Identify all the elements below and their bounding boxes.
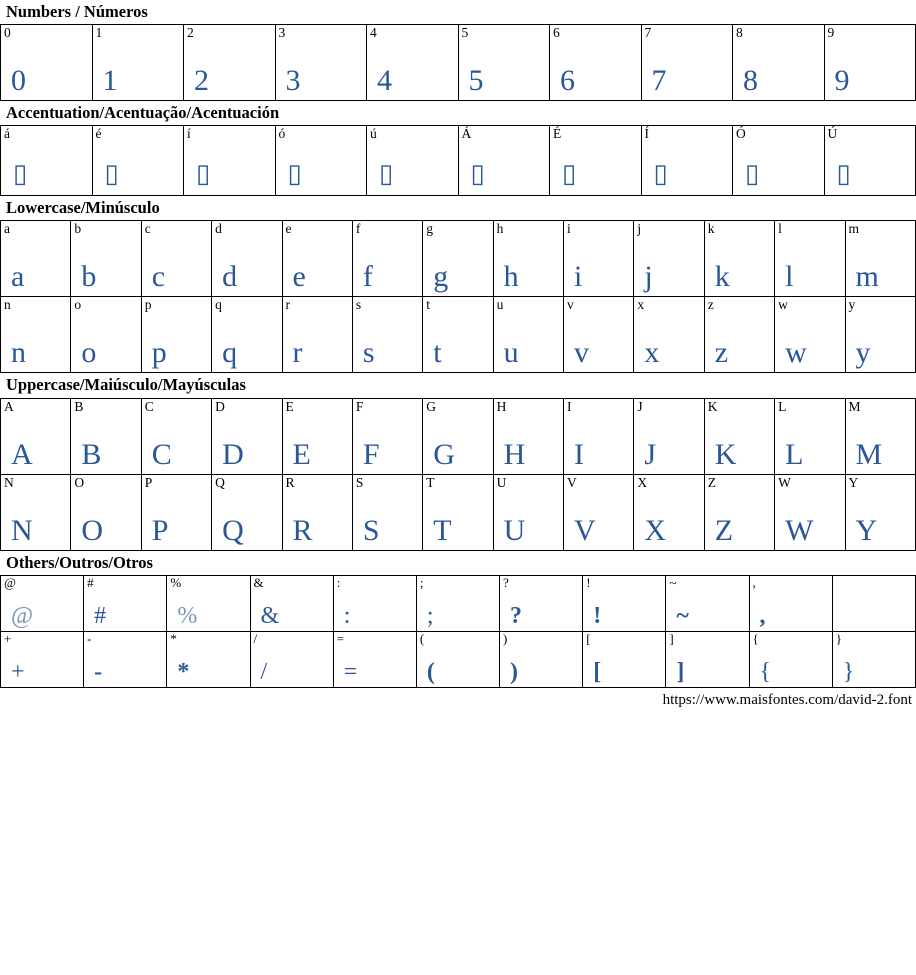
- glyph-label: %: [170, 575, 182, 590]
- glyph-rendered: X: [644, 513, 667, 547]
- glyph-cell[interactable]: [282, 474, 352, 550]
- section-title: Numbers / Números: [6, 2, 148, 21]
- glyph-rendered: W: [785, 513, 814, 547]
- glyph-rendered: ): [510, 658, 519, 685]
- glyph-rendered: a: [11, 260, 25, 294]
- glyph-label: /: [253, 631, 258, 646]
- glyph-label: k: [707, 221, 715, 237]
- glyph-cell[interactable]: [1, 25, 93, 101]
- glyph-label: ú: [370, 126, 377, 142]
- glyph-label: q: [215, 297, 222, 313]
- glyph-rendered: z: [714, 336, 729, 370]
- glyph-cell[interactable]: [775, 221, 845, 297]
- glyph-rendered: j: [644, 260, 653, 294]
- glyph-rendered: E: [292, 437, 311, 471]
- glyph-cell[interactable]: [564, 474, 634, 550]
- glyph-cell[interactable]: [250, 631, 333, 687]
- glyph-missing-box: ▯: [13, 159, 28, 189]
- glyph-cell[interactable]: [704, 297, 774, 373]
- glyph-cell[interactable]: [141, 221, 211, 297]
- glyph-row: [1, 297, 916, 373]
- glyph-label: 2: [187, 25, 194, 41]
- glyph-cell[interactable]: [352, 221, 422, 297]
- glyph-rendered: t: [433, 336, 442, 370]
- glyph-label: O: [74, 474, 85, 490]
- glyph-rendered: -: [94, 658, 103, 685]
- glyph-label: a: [4, 221, 10, 237]
- glyph-label: Á: [461, 126, 472, 142]
- glyph-row: [1, 575, 916, 631]
- glyph-row: [1, 398, 916, 474]
- glyph-cell[interactable]: [212, 474, 282, 550]
- glyph-label: Í: [644, 126, 649, 142]
- glyph-cell[interactable]: [666, 575, 749, 631]
- glyph-label: :: [336, 575, 341, 590]
- glyph-label: w: [778, 297, 788, 313]
- glyph-cell[interactable]: [775, 474, 845, 550]
- glyph-cell[interactable]: [641, 126, 733, 196]
- source-url: https://www.maisfontes.com/david-2.font: [662, 691, 912, 708]
- glyph-rendered: U: [503, 513, 526, 547]
- glyph-label: ): [503, 631, 508, 646]
- glyph-rendered: @: [11, 602, 34, 629]
- glyph-label: =: [336, 631, 345, 646]
- glyph-cell[interactable]: [666, 631, 749, 687]
- glyph-missing-box: ▯: [196, 159, 211, 189]
- glyph-label: L: [778, 398, 787, 414]
- glyph-label: d: [215, 221, 222, 237]
- glyph-label: !: [586, 575, 591, 590]
- glyph-rendered: 4: [377, 64, 392, 98]
- glyph-cell[interactable]: [71, 398, 141, 474]
- glyph-table-lower: [0, 220, 916, 373]
- glyph-cell[interactable]: [333, 575, 416, 631]
- glyph-cell[interactable]: [275, 126, 367, 196]
- glyph-cell[interactable]: [333, 631, 416, 687]
- glyph-cell[interactable]: [775, 297, 845, 373]
- glyph-label: Ú: [827, 126, 838, 142]
- glyph-cell[interactable]: [1, 631, 84, 687]
- glyph-cell[interactable]: [733, 25, 825, 101]
- glyph-cell[interactable]: [141, 474, 211, 550]
- glyph-cell[interactable]: [367, 25, 459, 101]
- glyph-rendered: %: [177, 602, 198, 629]
- glyph-cell[interactable]: [367, 126, 459, 196]
- glyph-cell[interactable]: [212, 398, 282, 474]
- glyph-cell[interactable]: [1, 297, 71, 373]
- glyph-cell[interactable]: [423, 474, 493, 550]
- glyph-table-accent: [0, 125, 916, 196]
- glyph-label: é: [95, 126, 102, 142]
- glyph-missing-box: ▯: [104, 159, 119, 189]
- glyph-missing-box: ▯: [653, 159, 668, 189]
- glyph-cell[interactable]: [550, 126, 642, 196]
- glyph-missing-box: ▯: [287, 159, 302, 189]
- glyph-rendered: N: [11, 513, 33, 547]
- glyph-label: S: [355, 474, 364, 490]
- glyph-label: E: [285, 398, 294, 414]
- glyph-cell[interactable]: [416, 631, 499, 687]
- glyph-cell[interactable]: [583, 631, 666, 687]
- glyph-label: {: [752, 631, 759, 646]
- glyph-cell[interactable]: [634, 297, 704, 373]
- glyph-row: [1, 631, 916, 687]
- glyph-missing-box: ▯: [470, 159, 485, 189]
- glyph-rendered: I: [574, 437, 584, 471]
- glyph-cell[interactable]: [1, 575, 84, 631]
- glyph-label: c: [144, 221, 151, 237]
- glyph-cell[interactable]: [845, 297, 916, 373]
- glyph-cell[interactable]: [282, 221, 352, 297]
- glyph-label: á: [4, 126, 10, 142]
- glyph-label: 8: [736, 25, 743, 41]
- glyph-cell[interactable]: [704, 474, 774, 550]
- glyph-rendered: 5: [468, 64, 484, 98]
- glyph-label: 1: [95, 25, 103, 41]
- glyph-cell[interactable]: [212, 221, 282, 297]
- glyph-label: K: [707, 398, 718, 414]
- glyph-cell[interactable]: [641, 25, 733, 101]
- glyph-rendered: !: [593, 602, 602, 629]
- glyph-rendered: M: [855, 437, 883, 471]
- glyph-label: X: [637, 474, 648, 490]
- glyph-label: Q: [215, 474, 225, 490]
- glyph-label: F: [355, 398, 364, 414]
- glyph-label: G: [426, 398, 436, 414]
- glyph-cell[interactable]: [84, 575, 167, 631]
- glyph-cell[interactable]: [493, 221, 563, 297]
- glyph-label: R: [285, 474, 295, 490]
- glyph-label: #: [87, 575, 94, 590]
- glyph-cell[interactable]: [71, 474, 141, 550]
- glyph-label: W: [778, 474, 791, 490]
- glyph-cell[interactable]: [749, 575, 832, 631]
- glyph-cell[interactable]: [250, 575, 333, 631]
- glyph-label: l: [778, 221, 782, 237]
- glyph-cell[interactable]: [458, 25, 550, 101]
- glyph-label: 9: [827, 25, 835, 41]
- glyph-label: T: [426, 474, 435, 490]
- glyph-rendered: V: [574, 513, 596, 547]
- glyph-label: m: [848, 221, 860, 237]
- glyph-rendered: 2: [194, 64, 209, 98]
- glyph-row: [1, 25, 916, 101]
- glyph-cell[interactable]: [564, 398, 634, 474]
- glyph-label: ,: [752, 575, 756, 590]
- glyph-label: i: [567, 221, 571, 237]
- glyph-rendered: ;: [426, 602, 434, 629]
- glyph-cell[interactable]: [458, 126, 550, 196]
- glyph-cell[interactable]: [634, 474, 704, 550]
- glyph-label: h: [496, 221, 504, 237]
- glyph-label: &: [253, 575, 264, 590]
- glyph-rendered: 8: [743, 64, 758, 98]
- glyph-label: -: [87, 631, 92, 646]
- glyph-cell[interactable]: [275, 25, 367, 101]
- glyph-rendered: D: [222, 437, 244, 471]
- glyph-cell[interactable]: [1, 398, 71, 474]
- glyph-label: 0: [4, 25, 11, 41]
- glyph-rendered: g: [433, 260, 449, 294]
- glyph-cell[interactable]: [84, 631, 167, 687]
- glyph-cell[interactable]: [832, 631, 915, 687]
- section-title: Accentuation/Acentuação/Acentuación: [6, 103, 280, 123]
- glyph-label: 5: [461, 25, 469, 41]
- glyph-cell[interactable]: [1, 221, 71, 297]
- glyph-label: ?: [503, 575, 509, 590]
- glyph-label: p: [144, 297, 152, 313]
- glyph-row: [1, 221, 916, 297]
- glyph-label: s: [355, 297, 362, 313]
- glyph-label: ó: [278, 126, 286, 142]
- glyph-cell[interactable]: [416, 575, 499, 631]
- glyph-rendered: #: [94, 602, 107, 629]
- glyph-rendered: ~: [676, 602, 689, 629]
- glyph-label: [: [586, 631, 591, 646]
- glyph-cell[interactable]: [184, 126, 276, 196]
- glyph-rendered: T: [433, 513, 452, 547]
- glyph-cell[interactable]: [92, 126, 184, 196]
- glyph-label: b: [74, 221, 82, 237]
- glyph-cell[interactable]: [824, 25, 916, 101]
- glyph-cell[interactable]: [167, 575, 250, 631]
- glyph-rendered: q: [222, 336, 238, 370]
- glyph-rendered: y: [855, 336, 871, 370]
- glyph-cell[interactable]: [1, 126, 93, 196]
- glyph-cell[interactable]: [500, 631, 583, 687]
- glyph-rendered: n: [11, 336, 26, 370]
- glyph-rendered: *: [177, 658, 190, 685]
- glyph-cell[interactable]: [1, 474, 71, 550]
- glyph-rendered: h: [503, 260, 519, 294]
- glyph-cell[interactable]: [493, 297, 563, 373]
- glyph-cell[interactable]: [500, 575, 583, 631]
- glyph-label: U: [496, 474, 507, 490]
- glyph-rendered: v: [574, 336, 589, 370]
- glyph-cell[interactable]: [352, 474, 422, 550]
- glyph-row: [1, 474, 916, 550]
- glyph-label: r: [285, 297, 290, 313]
- glyph-label: 3: [278, 25, 286, 41]
- glyph-rendered: F: [362, 437, 380, 471]
- glyph-label: z: [707, 297, 714, 313]
- glyph-rendered: l: [785, 260, 794, 294]
- glyph-rendered: &: [260, 602, 280, 629]
- glyph-label: A: [4, 398, 14, 414]
- glyph-cell[interactable]: [550, 25, 642, 101]
- glyph-rendered: 0: [11, 64, 26, 98]
- glyph-label: o: [74, 297, 82, 313]
- glyph-rendered: :: [343, 602, 351, 629]
- glyph-cell[interactable]: [824, 126, 916, 196]
- glyph-rendered: [: [593, 658, 602, 685]
- glyph-cell[interactable]: [634, 398, 704, 474]
- glyph-rendered: o: [81, 336, 97, 370]
- glyph-rendered: Z: [714, 513, 734, 547]
- glyph-cell[interactable]: [704, 398, 774, 474]
- glyph-cell[interactable]: [775, 398, 845, 474]
- section-title: Uppercase/Maiúsculo/Mayúsculas: [6, 375, 246, 395]
- glyph-rendered: ,: [759, 602, 766, 629]
- glyph-cell[interactable]: [564, 297, 634, 373]
- glyph-rendered: C: [151, 437, 172, 471]
- glyph-label: 6: [553, 25, 560, 41]
- glyph-rendered: 7: [651, 64, 667, 98]
- glyph-label: N: [4, 474, 14, 490]
- glyph-rendered: ?: [510, 602, 523, 629]
- glyph-rendered: H: [503, 437, 526, 471]
- glyph-cell[interactable]: [352, 398, 422, 474]
- glyph-cell[interactable]: [704, 221, 774, 297]
- glyph-rendered: r: [292, 336, 303, 370]
- glyph-cell[interactable]: [92, 25, 184, 101]
- glyph-label: ~: [669, 575, 677, 590]
- glyph-rendered: u: [503, 336, 519, 370]
- glyph-label: I: [567, 398, 572, 414]
- glyph-rendered: }: [842, 658, 855, 685]
- glyph-rendered: 6: [560, 64, 575, 98]
- glyph-label: C: [144, 398, 154, 414]
- glyph-label: í: [187, 126, 191, 142]
- glyph-rendered: d: [222, 260, 238, 294]
- glyph-label: u: [496, 297, 504, 313]
- glyph-table-upper: [0, 398, 916, 551]
- glyph-label: t: [426, 297, 431, 313]
- glyph-table-others: [0, 575, 916, 688]
- glyph-cell[interactable]: [564, 221, 634, 297]
- glyph-label: n: [4, 297, 11, 313]
- glyph-rendered: +: [11, 658, 25, 685]
- glyph-cell[interactable]: [634, 221, 704, 297]
- glyph-rendered: B: [81, 437, 102, 471]
- section-title: Others/Outros/Otros: [6, 552, 153, 572]
- glyph-rendered: R: [292, 513, 313, 547]
- glyph-label: y: [848, 297, 856, 313]
- glyph-cell[interactable]: [184, 25, 276, 101]
- glyph-label: J: [637, 398, 643, 414]
- glyph-rendered: Y: [855, 513, 878, 547]
- glyph-rendered: P: [151, 513, 169, 547]
- glyph-label: x: [637, 297, 645, 313]
- glyph-cell[interactable]: [167, 631, 250, 687]
- glyph-label: ]: [669, 631, 674, 646]
- glyph-label: V: [567, 474, 577, 490]
- glyph-rendered: i: [574, 260, 583, 294]
- glyph-label: B: [74, 398, 84, 414]
- glyph-table-numbers: [0, 24, 916, 101]
- glyph-label: P: [144, 474, 153, 490]
- glyph-label: ;: [419, 575, 424, 590]
- glyph-rendered: G: [433, 437, 455, 471]
- glyph-rendered: 9: [834, 64, 850, 98]
- glyph-missing-box: ▯: [745, 159, 760, 189]
- glyph-rendered: {: [759, 658, 772, 685]
- glyph-rendered: c: [151, 260, 166, 294]
- glyph-rendered: S: [362, 513, 380, 547]
- section-title: Lowercase/Minúsculo: [6, 198, 160, 218]
- glyph-rendered: s: [362, 336, 375, 370]
- glyph-row: [1, 126, 916, 196]
- glyph-rendered: b: [81, 260, 97, 294]
- glyph-label: e: [285, 221, 292, 237]
- glyph-cell[interactable]: [282, 398, 352, 474]
- glyph-rendered: Q: [222, 513, 244, 547]
- glyph-rendered: 3: [285, 64, 301, 98]
- glyph-rendered: m: [855, 260, 879, 294]
- glyph-label: *: [170, 631, 177, 646]
- glyph-rendered: L: [785, 437, 804, 471]
- glyph-rendered: O: [81, 513, 104, 547]
- glyph-rendered: (: [426, 658, 435, 685]
- glyph-label: M: [848, 398, 861, 414]
- glyph-label: 4: [370, 25, 377, 41]
- glyph-cell[interactable]: [583, 575, 666, 631]
- glyph-cell[interactable]: [749, 631, 832, 687]
- glyph-rendered: ]: [676, 658, 685, 685]
- glyph-rendered: /: [260, 658, 268, 685]
- glyph-rendered: w: [785, 336, 807, 370]
- glyph-label: 7: [644, 25, 652, 41]
- glyph-rendered: f: [362, 260, 373, 294]
- glyph-label: (: [419, 631, 425, 646]
- glyph-cell[interactable]: [71, 221, 141, 297]
- glyph-label: v: [567, 297, 574, 313]
- glyph-cell[interactable]: [733, 126, 825, 196]
- glyph-rendered: x: [644, 336, 660, 370]
- glyph-cell[interactable]: [423, 221, 493, 297]
- glyph-cell[interactable]: [352, 297, 422, 373]
- glyph-label: f: [355, 221, 361, 237]
- glyph-label: +: [4, 631, 12, 646]
- glyph-cell[interactable]: [845, 474, 916, 550]
- glyph-cell[interactable]: [845, 398, 916, 474]
- glyph-label: g: [426, 221, 433, 237]
- glyph-missing-box: ▯: [836, 159, 851, 189]
- glyph-label: H: [496, 398, 507, 414]
- glyph-rendered: p: [151, 336, 167, 370]
- glyph-rendered: A: [11, 437, 33, 471]
- glyph-cell[interactable]: [212, 297, 282, 373]
- glyph-rendered: 1: [102, 64, 118, 98]
- glyph-label: j: [637, 221, 642, 237]
- glyph-cell[interactable]: [71, 297, 141, 373]
- glyph-missing-box: ▯: [379, 159, 394, 189]
- glyph-rendered: J: [644, 437, 657, 471]
- glyph-cell[interactable]: [423, 398, 493, 474]
- glyph-missing-box: ▯: [562, 159, 577, 189]
- glyph-label: Ó: [736, 126, 746, 142]
- glyph-rendered: K: [714, 437, 737, 471]
- glyph-cell[interactable]: [282, 297, 352, 373]
- glyph-cell[interactable]: [493, 398, 563, 474]
- glyph-label: D: [215, 398, 225, 414]
- glyph-label: É: [553, 126, 562, 142]
- glyph-label: @: [4, 575, 16, 590]
- glyph-rendered: =: [343, 658, 358, 685]
- glyph-rendered: e: [292, 260, 306, 294]
- glyph-cell[interactable]: [141, 297, 211, 373]
- glyph-cell-empty: [832, 575, 915, 631]
- glyph-label: }: [835, 631, 842, 646]
- glyph-rendered: k: [714, 260, 730, 294]
- glyph-cell[interactable]: [141, 398, 211, 474]
- glyph-label: Z: [707, 474, 716, 490]
- glyph-cell[interactable]: [845, 221, 916, 297]
- glyph-cell[interactable]: [493, 474, 563, 550]
- glyph-cell[interactable]: [423, 297, 493, 373]
- glyph-label: Y: [848, 474, 859, 490]
